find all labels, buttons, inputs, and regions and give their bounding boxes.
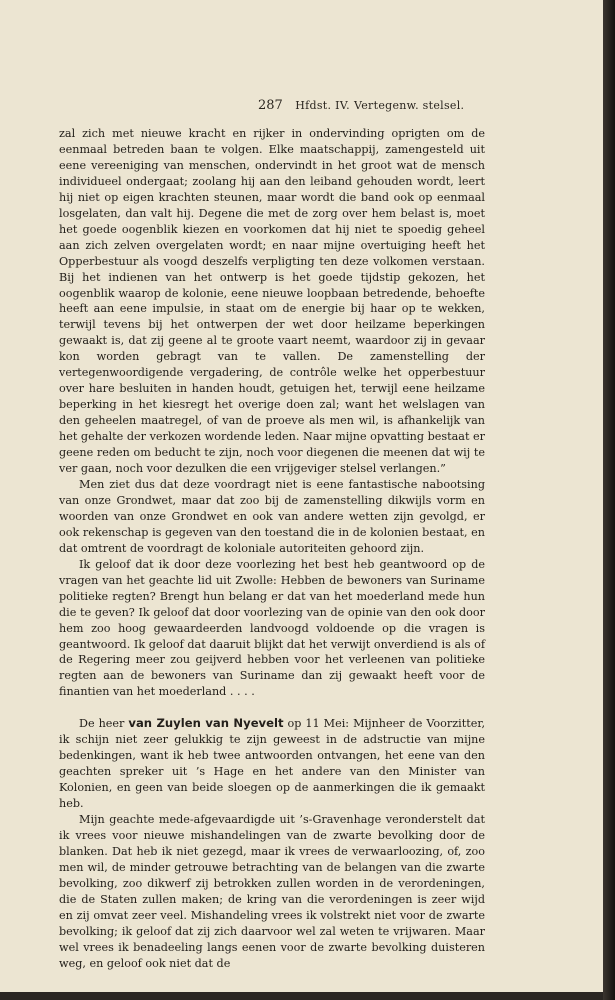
body-text: [59, 126, 485, 972]
page-number: 287: [258, 98, 283, 113]
section-label: Vertegenw. stelsel.: [354, 99, 465, 112]
paragraph-3: Ik geloof dat ik door deze voorlezing het best heb geantwoord op de vragen van het geachte lid uit Zwolle: Hebben de bewoners van Suriname politieke regten? Brengt hun belang er dat van het moederland mede hun die te geven? Ik geloof dat door voorlezing van de opinie van den ook door hem zoo hoog gewaardeerden landvoogd voldoende op die vragen is geantwoord. Ik geloof dat daaruit blijkt dat het verwijt onverdiend is als of de Regering meer zou geijverd hebben voor het verleenen van politieke regten aan de bewoners van Suriname dan zij gewaakt heeft voor de finantien van het moederland . . . .: [59, 557, 485, 699]
paragraph-2: Men ziet dus dat deze voordragt niet is eene fantastische nabootsing van onze Grondwet, maar dat zoo bij de zamenstelling dikwijls vorm en woorden van onze Grondwet en ook van andere wetten zijn gevolgd, er ook rekenschap is gegeven van den toestand die in de kolonien bestaat, en dat omtrent de voordragt de koloniale autoriteiten gehoord zijn.: [59, 477, 485, 555]
paragraph-4: [59, 716, 485, 812]
paragraph-5: Mijn geachte mede-afgevaardigde uit ’s-Gravenhage veronderstelt dat ik vrees voor nieuwe mishandelingen van de zwarte bevolking door de blanken. Dat heb ik niet gezegd, maar ik vrees de verwaarloozing, of, zoo men wil, de minder getrouwe betrachting van de belangen van die zwarte bevolking, zoo dikwerf zij betrokken zullen worden in de verordeningen, die de Staten zullen maken; de kring van die verordeningen is zeer wijd en zij omvat zeer veel. Mishandeling vrees ik volstrekt niet voor de zwarte bevolking; ik geloof dat zij zich daarvoor wel zal weten te vrijwaren. Maar wel vrees ik benadeeling langs eenen voor de zwarte bevolking duisteren weg, en geloof ook niet dat de: [59, 813, 485, 970]
chapter-label: Hfdst. IV.: [295, 99, 350, 112]
book-spine-edge: [603, 0, 615, 1000]
speaker-name: van Zuylen van Nyevelt: [128, 716, 284, 731]
speaker-prefix: De heer: [79, 717, 125, 731]
paragraph-1: zal zich met nieuwe kracht en rijker in ondervinding oprigten om de eenmaal betreden baan te volgen. Elke maatschappij, zamengesteld uit eene vereeniging van menschen, ondervindt in het groot wat de mensch individueel ondergaat; zoolang hij aan den leiband gehouden wordt, leert hij niet op eigen krachten steunen, maar wordt die band ook op eenmaal losgelaten, dan valt hij. Degene die met de zorg over hem belast is, moet het goede oogenblik kiezen en voorkomen dat hij niet te spoedig geheel aan zich zelven overgelaten wordt; en naar mijne overtuiging heeft het Opperbestuur als voogd deszelfs verpligting ten deze volkomen verstaan. Bij het indienen van het ontwerp is het goede tijdstip gekozen, het oogenblik waarop de kolonie, eene nieuwe loopbaan betredende, behoefte heeft aan eene impulsie, in staat om de energie bij haar op te wekken, terwijl tevens bij het ontwerpen der wet door heilzame beperkingen gewaakt is, dat zij geene al te groote vaart neemt, waardoor zij in gevaar kon worden gebragt van te vallen. De zamenstelling der vertegenwoordigende vergadering, de contrôle welke het opperbestuur over hare besluiten in handen houdt, getuigen het, terwijl eene heilzame beperking in het kiesregt het overige doen zal; want het welslagen van den geheelen maatregel, of van de proeve als men wil, is afhankelijk van het gehalte der verkozen wordende leden. Naar mijne opvatting bestaat er geene reden om beducht te zijn, noch voor diegenen die meenen dat wij te ver gaan, noch voor dezulken die een vrijgeviger stelsel verlangen.”: [59, 127, 485, 476]
running-header: [258, 98, 464, 113]
paragraph-4-text: op 11 Mei: Mijnheer de Voorzitter, ik schijn niet zeer gelukkig te zijn geweest in de adstructie van mijne bedenkingen, want ik heb twee antwoorden ontvangen, het eene van den geachten spreker uit ’s Hage en het andere van den Minister van Kolonien, en geen van beide sloegen op de aanmerkingen die ik gemaakt heb.: [59, 717, 486, 811]
